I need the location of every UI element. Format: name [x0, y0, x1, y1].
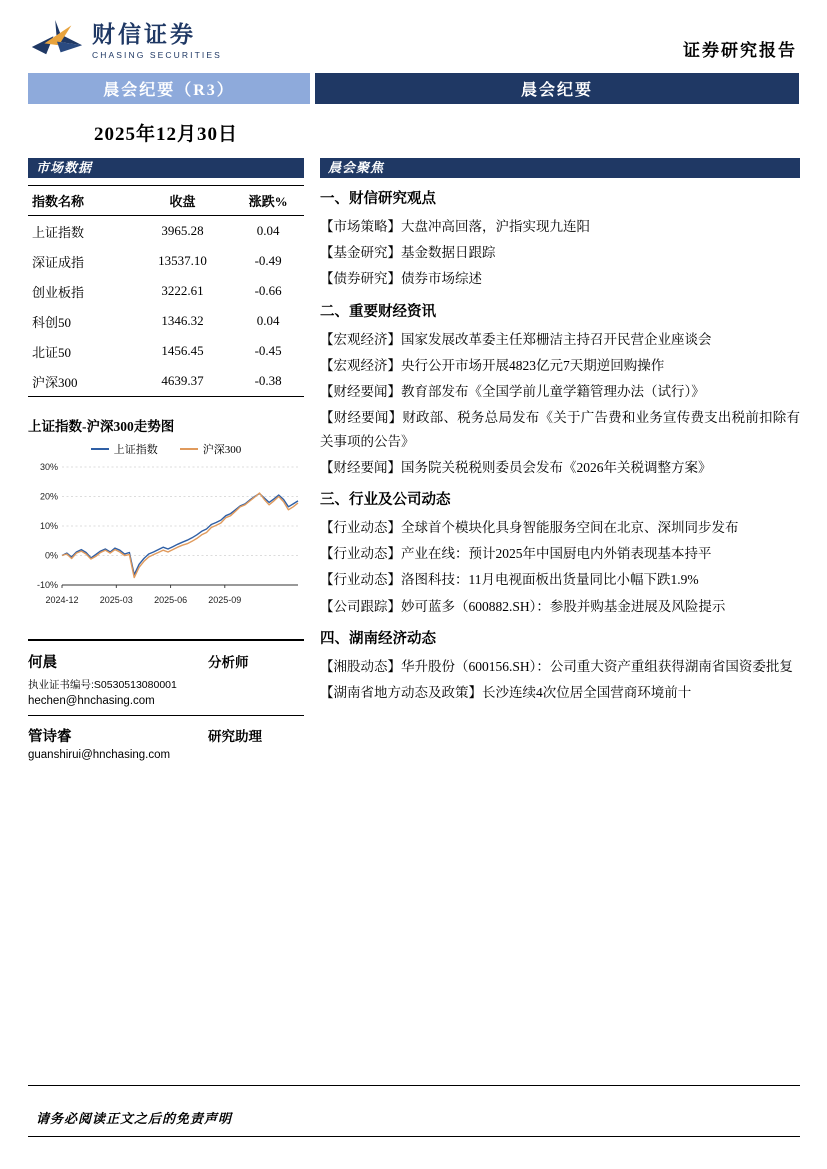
brand	[30, 16, 222, 60]
table-row	[28, 336, 304, 366]
line-swatch-icon	[91, 448, 109, 450]
chart-title: 上证指数-沪深300走势图	[28, 419, 175, 434]
svg-text:0%: 0%	[44, 550, 58, 561]
focus-item: 【行业动态】产业在线：预计2025年中国厨电内外销表现基本持平	[320, 546, 712, 562]
focus-item: 【市场策略】大盘冲高回落，沪指实现九连阳	[320, 219, 590, 234]
legend-label: 上证指数	[113, 444, 158, 456]
index-close: 3222.61	[161, 283, 204, 298]
section-heading: 一、财信研究观点	[320, 191, 436, 207]
page-footer	[28, 1085, 800, 1137]
section-heading: 三、行业及公司动态	[320, 491, 451, 508]
index-change: -0.66	[254, 283, 282, 298]
svg-text:2025-03: 2025-03	[99, 595, 133, 605]
report-type-label: 证券研究报告	[683, 41, 797, 60]
index-name: 北证50	[32, 344, 72, 360]
focus-body	[320, 187, 800, 704]
left-column	[28, 104, 304, 769]
footer-divider	[28, 1136, 800, 1137]
index-close: 1456.45	[161, 343, 204, 358]
col-header-index-name: 指数名称	[28, 186, 133, 216]
index-name: 深证成指	[32, 254, 85, 270]
focus-item: 【财经要闻】国务院关税税则委员会发布《2026年关税调整方案》	[320, 459, 712, 475]
focus-item: 【宏观经济】国家发展改革委主任郑栅洁主持召开民营企业座谈会	[320, 331, 712, 347]
trend-line-chart	[28, 459, 304, 609]
focus-item: 【宏观经济】央行公开市场开展4823亿元7天期逆回购操作	[320, 357, 665, 373]
analyst-name: 管诗睿	[28, 729, 72, 745]
brand-text	[92, 16, 222, 60]
svg-text:2025-06: 2025-06	[154, 595, 188, 605]
company-name: 财信证券	[92, 22, 196, 47]
report-date: 2025年12月30日	[93, 124, 238, 145]
index-close: 13537.10	[158, 253, 207, 268]
disclaimer-text: 请务必阅读正文之后的免责声明	[36, 1111, 233, 1126]
table-row	[28, 246, 304, 276]
index-change: 0.04	[256, 313, 280, 328]
index-change: -0.45	[254, 343, 282, 358]
col-header-close: 收盘	[133, 186, 232, 216]
banner-report-title: 晨会纪要	[315, 73, 799, 104]
table-header-row	[28, 186, 304, 216]
page-header	[0, 0, 827, 61]
svg-text:-10%: -10%	[36, 580, 58, 590]
svg-text:10%: 10%	[39, 521, 58, 531]
company-logo-icon	[30, 18, 84, 58]
title-banners	[28, 73, 799, 104]
analyst-title: 研究助理	[208, 729, 262, 744]
line-swatch-icon	[180, 448, 198, 450]
focus-item: 【债券研究】债券市场综述	[320, 271, 482, 287]
index-close: 4639.37	[133, 366, 232, 397]
focus-item: 【湘股动态】华升股份（600156.SH）：公司重大资产重组获得湖南省国资委批复	[320, 658, 793, 674]
analyst-title: 分析师	[208, 655, 249, 670]
index-close: 3965.28	[161, 223, 204, 238]
svg-text:2024-12: 2024-12	[45, 595, 79, 605]
focus-item: 【财经要闻】教育部发布《全国学前儿童学籍管理办法（试行）》	[320, 384, 705, 400]
col-header-change: 涨跌%	[232, 186, 304, 216]
focus-item: 【财经要闻】财政部、税务总局发布《关于广告费和业务宣传费支出税前扣除有关事项的公告》	[320, 410, 800, 449]
svg-text:30%: 30%	[39, 462, 58, 472]
banner-report-series: 晨会纪要（R3）	[28, 73, 310, 104]
table-row	[28, 306, 304, 336]
focus-item: 【湖南省地方动态及政策】长沙连续4次位居全国营商环境前十	[320, 685, 692, 701]
market-data-header: 市场数据	[28, 158, 304, 178]
focus-item: 【行业动态】洛图科技：11月电视面板出货量同比小幅下跌1.9%	[320, 572, 699, 588]
index-close: 1346.32	[161, 313, 204, 328]
market-data-table	[28, 185, 304, 397]
analyst-name: 何晨	[28, 655, 57, 671]
analyst-email: hechen@hnchasing.com	[28, 695, 155, 707]
table-row	[28, 216, 304, 247]
svg-text:20%: 20%	[39, 491, 58, 502]
focus-section	[320, 300, 800, 479]
index-change: -0.49	[254, 253, 282, 268]
company-name-en: CHASING SECURITIES	[92, 50, 222, 60]
analyst-section	[28, 639, 304, 769]
section-heading: 四、湖南经济动态	[320, 630, 436, 647]
chart-legend	[28, 441, 304, 457]
analyst-email: guanshirui@hnchasing.com	[28, 749, 171, 761]
focus-item: 【行业动态】全球首个模块化具身智能服务空间在北京、深圳同步发布	[320, 519, 739, 535]
index-name: 创业板指	[32, 284, 85, 300]
focus-header: 晨会聚焦	[320, 158, 800, 178]
focus-item: 【公司跟踪】妙可蓝多（600882.SH）：参股并购基金进展及风险提示	[320, 598, 726, 614]
index-name: 沪深300	[28, 366, 133, 397]
index-name: 科创50	[32, 314, 72, 330]
focus-section	[320, 627, 800, 704]
analyst-block	[28, 651, 304, 716]
table-row	[28, 366, 304, 397]
svg-text:2025-09: 2025-09	[208, 595, 242, 605]
analyst-cert-number: 执业证书编号:S0530513080001	[28, 679, 177, 691]
table-row	[28, 276, 304, 306]
legend-label: 沪深300	[202, 444, 242, 456]
focus-section	[320, 488, 800, 618]
right-column	[320, 104, 800, 769]
focus-item: 【基金研究】基金数据日跟踪	[320, 245, 496, 261]
legend-item-shanghai	[91, 441, 158, 457]
index-change: 0.04	[256, 223, 280, 238]
section-heading: 二、重要财经资讯	[320, 303, 436, 320]
index-change: -0.38	[232, 366, 304, 397]
focus-section	[320, 187, 800, 291]
analyst-block	[28, 725, 304, 769]
legend-item-hs300	[180, 441, 242, 457]
index-name: 上证指数	[32, 224, 85, 240]
